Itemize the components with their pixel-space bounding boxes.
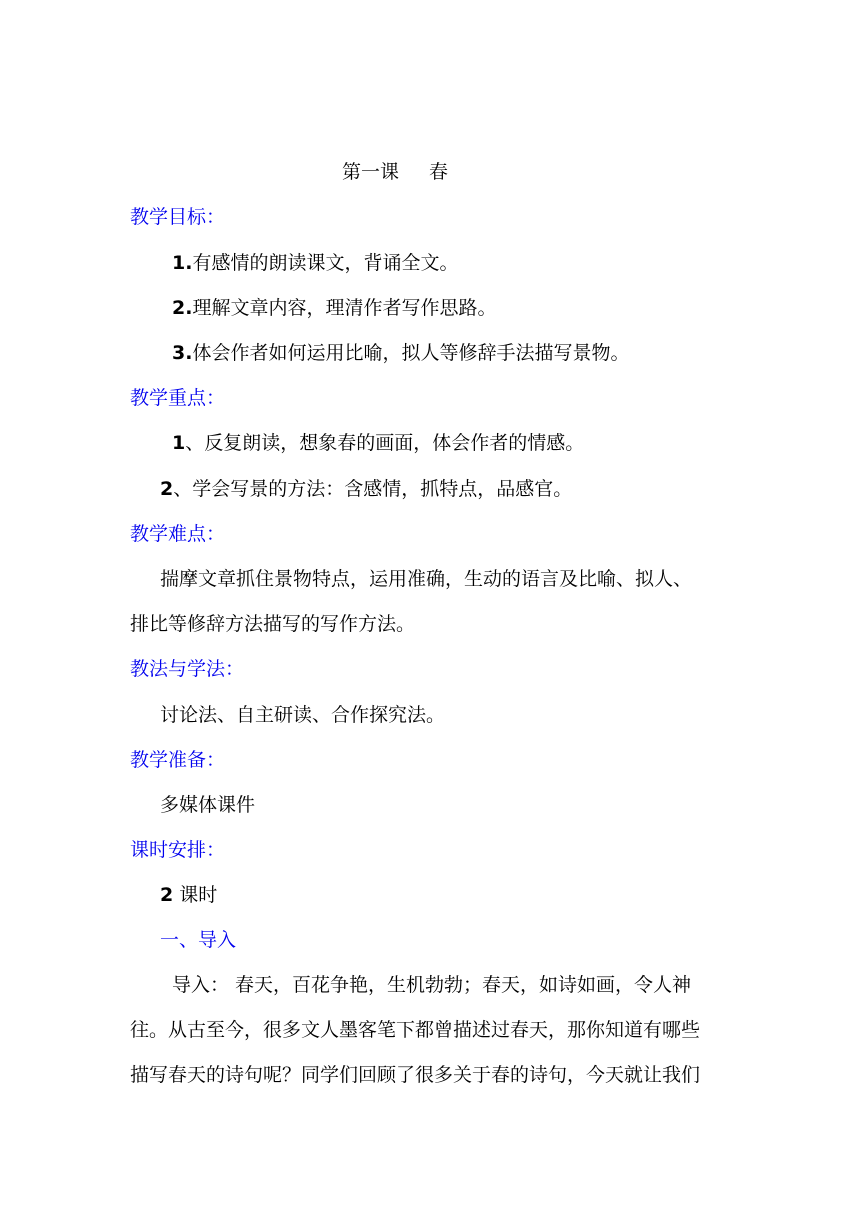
preparation-text: 多媒体课件 [160, 794, 256, 816]
objective-item: 2.理解文章内容，理清作者写作思路。 [172, 297, 497, 319]
key-point-item: 2、学会写景的方法：含感情，抓特点，品感官。 [160, 478, 573, 500]
objectives-heading: 教学目标： [130, 206, 226, 228]
schedule-text: 2 课时 [160, 884, 218, 906]
section-heading-intro: 一、导入 [160, 929, 237, 951]
intro-paragraph-line: 导入： 春天，百花争艳，生机勃勃；春天，如诗如画，令人神 [172, 974, 692, 996]
methods-text: 讨论法、自主研读、合作探究法。 [160, 704, 446, 726]
objective-item: 3.体会作者如何运用比喻，拟人等修辞手法描写景物。 [172, 342, 630, 364]
key-point-item: 1、反复朗读，想象春的画面，体会作者的情感。 [172, 432, 585, 454]
methods-heading: 教法与学法： [130, 658, 245, 680]
key-points-heading: 教学重点： [130, 387, 226, 409]
schedule-heading: 课时安排： [130, 839, 226, 861]
page-title [342, 160, 448, 184]
intro-paragraph-line: 往。从古至今，很多文人墨客笔下都曾描述过春天，那你知道有哪些 [130, 1019, 701, 1041]
difficulties-text-line: 揣摩文章抓住景物特点，运用准确，生动的语言及比喻、拟人、 [160, 568, 693, 590]
lesson-title: 春 [429, 161, 449, 183]
objective-item: 1.有感情的朗读课文，背诵全文。 [172, 252, 459, 274]
difficulties-heading: 教学难点： [130, 523, 226, 545]
lesson-number: 第一课 [342, 161, 400, 183]
preparation-heading: 教学准备： [130, 749, 226, 771]
difficulties-text-line: 排比等修辞方法描写的写作方法。 [130, 613, 416, 635]
intro-paragraph-line: 描写春天的诗句呢？同学们回顾了很多关于春的诗句，今天就让我们 [130, 1064, 701, 1086]
